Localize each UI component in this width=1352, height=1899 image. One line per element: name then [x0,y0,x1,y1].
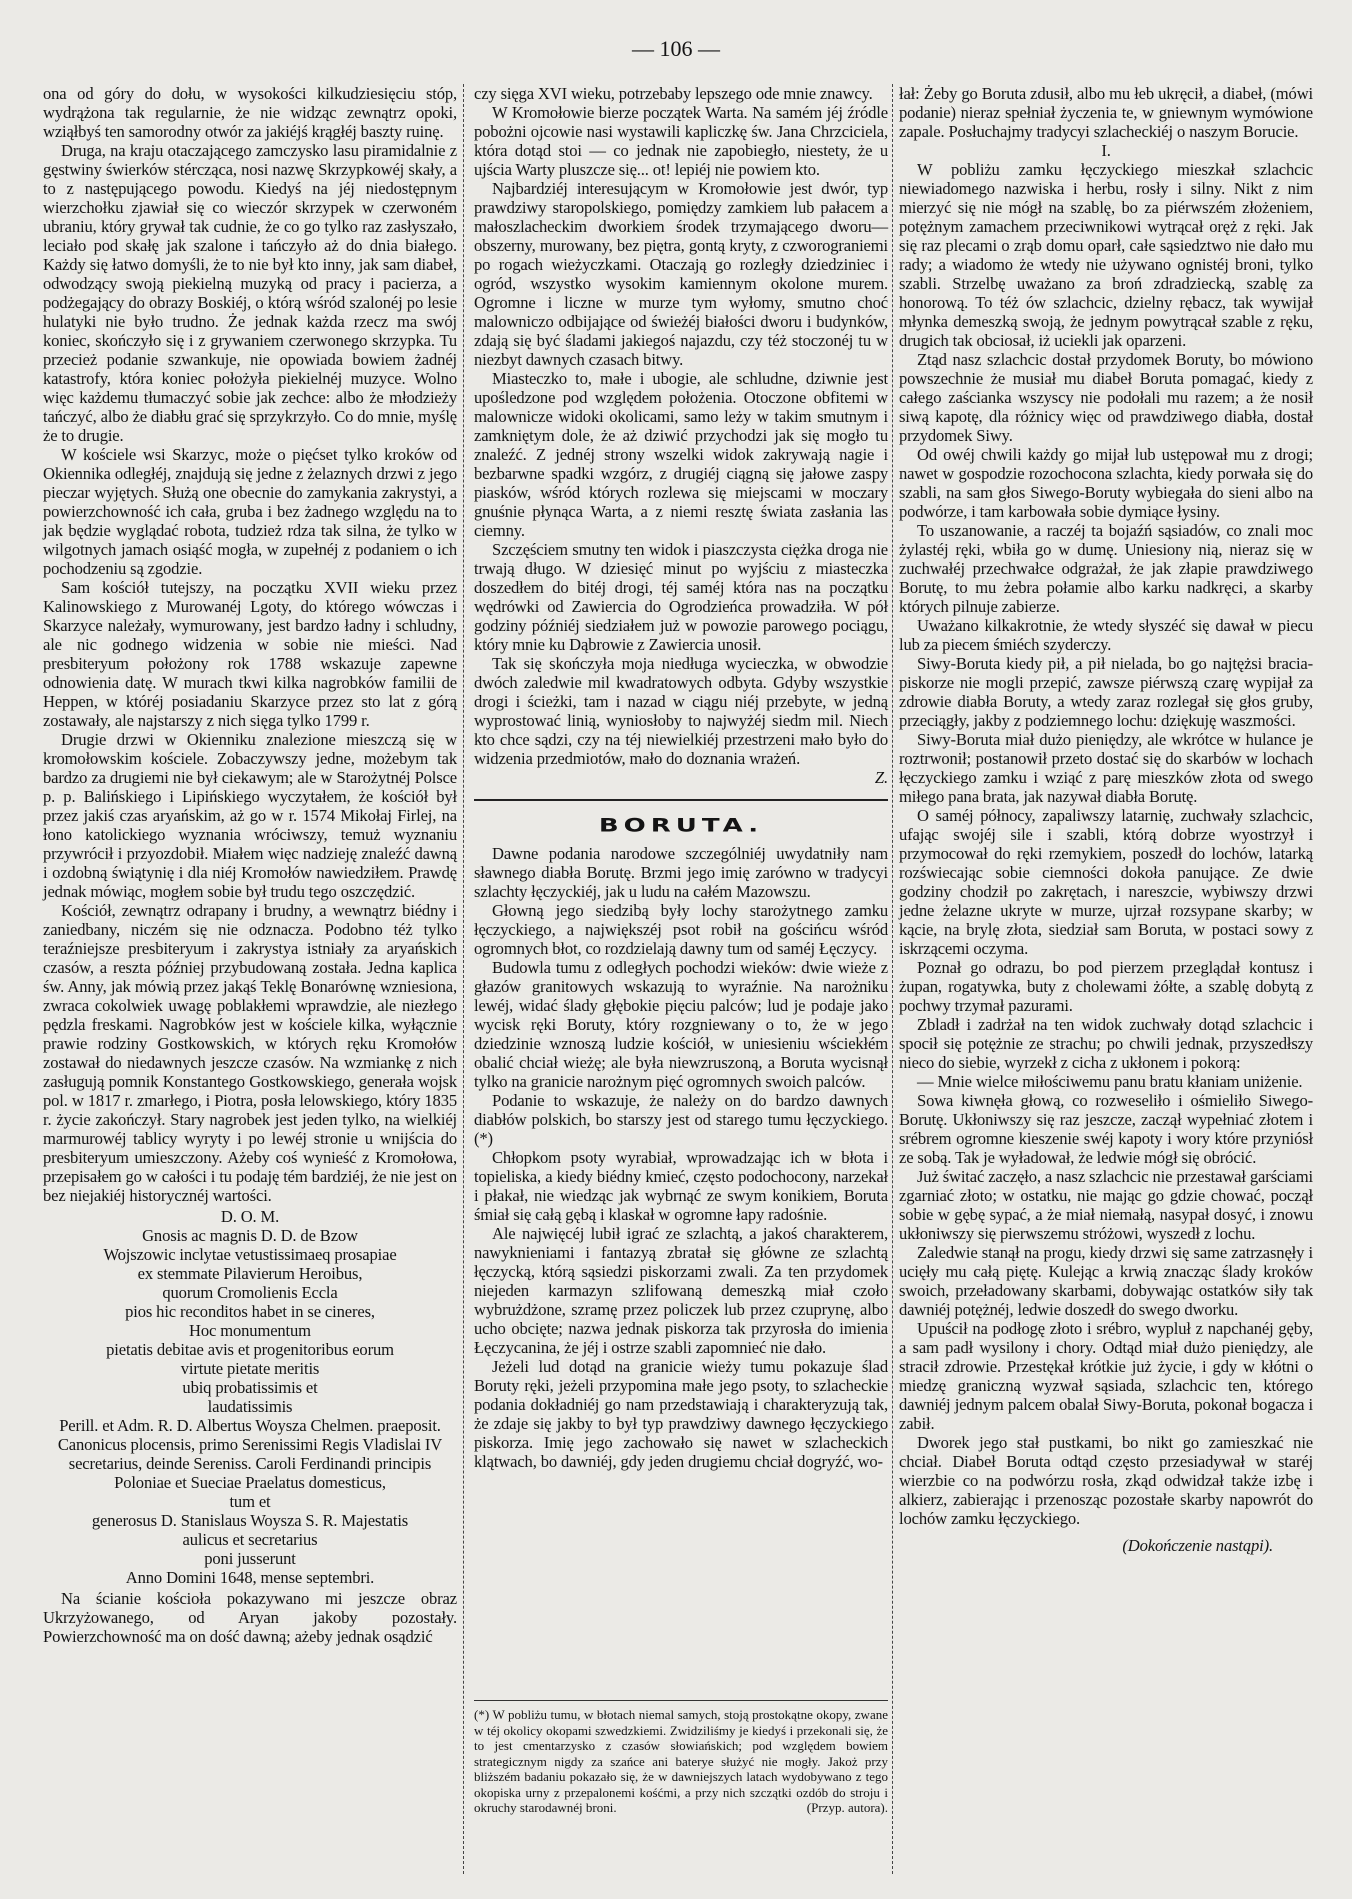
inscription-line: Wojszowic inclytae vetustissimaeq prosapiae [103,1245,397,1264]
paragraph: Siwy-Boruta kiedy pił, a pił nielada, bo go najtężsi bracia-piskorze nie mogli przepić, zawsze piérwszą czarę wypijał za zdrowie diabła Boruty, a wtedy zaraz rozlegał się głos gruby, przeciągły, jakby z podziemnego lochu: dziękuję waszmości. [899,654,1313,730]
paragraph: Dworek jego stał pustkami, bo nikt go zamieszkać nie chciał. Diabeł Boruta odtąd często przesiadywał w staréj wierzbie co na podwórzu rosła, zkąd odwidzał także izbę i alkierz, zabierając i przenosząc pozostałe skarby napowrót do lochów zamku łęczyckiego. [899,1433,1313,1528]
column-1 [43,84,457,1646]
article-title: BORUTA. [598,815,764,837]
paragraph: W pobliżu zamku łęczyckiego mieszkał szlachcic niewiadomego nazwiska i herbu, rosły i silny. Nikt z nim mierzyć się nie mógł na szablę, bo za piérwszém złożeniem, potężnym zamachem przeciwnikowi wytrącał oręż z ręki. Jak się raz plecami o zrąb domu oparł, całe sąsiedztwo nie dało mu rady; a wiadomo że wtedy nie używano ognistéj broni, tylko szabli. Strzelbę uważano za broń zdradziecką, szablę za honorową. To téż ów szlachcic, dzielny rębacz, tak wywijał młynka demeszką swoją, że jednym powytrącał szable z ręku, drugich tak obciosał, iż uciekli jak oparzeni. [899,160,1313,350]
footnote-attribution: (Przyp. autora). [806,1800,888,1815]
footnote [474,1700,888,1816]
column-3 [899,84,1313,1555]
paragraph: Ale najwięcéj lubił igrać ze szlachtą, a jakoś charakterem, nawyknieniami i fantazyą zbratał się główne ze szlachtą łęczycką, którą sąsiedzi piskorzami zwali. Za ten przydomek niejeden karmazyn szlifowaną demeszką miał czoło wybrużdżone, szramę przez policzek lub przez czuprynę, albo ucho obcięte; nazwa jednak piskorza tak przyrosła do imienia Łęczycanina, że jéj i ostrze szabli zapomnieć nie dało. [474,1224,888,1357]
paragraph: Najbardziéj interesującym w Kromołowie jest dwór, typ prawdziwy staropolskiego, pomiędzy zamkiem lub pałacem a małoszlacheckim dworkiem środek trzymającego dworu—obszerny, murowany, bez piętra, gontą kryty, z czworograniemi po rogach wieżyczkami. Otaczają go rozległy dziedziniec i ogród, wszystko wysokim kamiennym okolone murem. Ogromne i liczne w murze tym wyłomy, smutno choć malowniczo odbijające od świeżéj białości dworu i budynków, zdają się być śladami jakiegoś najazdu, czy téż stoczonéj tu w niezbyt dawnych czasach bitwy. [474,179,888,369]
inscription-line: Gnosis ac magnis D. D. de Bzow [142,1226,358,1245]
inscription-line: secretarius, deinde Sereniss. Caroli Ferdinandi principis [68,1454,432,1473]
paragraph: O saméj północy, zapaliwszy latarnię, zuchwały szlachcic, ufając swojéj sile i szabli, którą dobrze wyostrzył i przymocował do ręki rzemykiem, poszedł do lochów, latarką rozświecając sobie ciemności dokoła panujące. Ze dwie godziny chodził po zakrętach, i nareszcie, wybiwszy drzwi jedne żelazne ukryte w murze, ujrzał rozsypane skarby; w kącie, na brylę złota, siedział sam Boruta, w postaci sowy z iskrzącemi oczyma. [899,806,1313,958]
latin-inscription [43,1207,457,1587]
inscription-line: ubiq probatissimis et [182,1378,318,1397]
paragraph: Uważano kilkakrotnie, że wtedy słyszéć się dawał w piecu lub za piecem śmiéch szyderczy. [899,616,1313,654]
paragraph: Sowa kiwnęła głową, co rozweseliło i ośmieliło Siwego-Borutę. Ukłoniwszy się raz jeszcze, zaczął wypełniać złotem i srébrem ogromne kieszenie swéj kapoty i wory które przyniósł ze sobą. Tak je wyładował, że ledwie mógł się obrócić. [899,1091,1313,1167]
footnote-text: (*) W pobliżu tumu, w błotach niemal samych, stoją prostokątne okopy, zwane w téj okolicy okopami szwedzkiemi. Zwidziliśmy je kiedyś i przekonali się, że to jest cmentarzysko z czasów słowiańskich; pod względem bowiem strategicznym nigdy za szańce ani baterye służyć nie mogły. Jakoż przy bliższém badaniu pokazało się, że w dawniejszych latach wydobywano z tego okopiska urny z przepalonemi kośćmi, a przy nich szczątki ozdób do stroju i okruchy starodawnéj broni. [474,1707,888,1815]
column-divider [463,84,464,1874]
column-divider [892,84,893,1874]
column-3-paragraphs [899,160,1313,1528]
paragraph: łał: Żeby go Boruta zdusił, albo mu łeb ukręcił, a diabeł, (mówi podanie) nieraz spełniał życzenia te, w gniewnym wymówione zapale. Posłuchajmy tradycyi szlacheckiéj o naszym Borucie. [899,84,1313,141]
paragraph: ona od góry do dołu, w wysokości kilkudziesięciu stóp, wydrążona tak regularnie, że nie widząc zewnątrz opoki, wziąłbyś ten samorodny otwór za jakiéjś krągłéj baszty ruinę. [43,84,457,141]
inscription-line: tum et [229,1492,271,1511]
inscription-line: generosus D. Stanislaus Woysza S. R. Majestatis [91,1511,409,1530]
paragraph: Od owéj chwili każdy go mijał lub ustępował mu z drogi; nawet w gospodzie rozochocona szlachta, kiedy porwała się do szabli, na sam głos Siwego-Boruty wybiegała do sieni albo na podwórze, i tam karbowała sobie dymiące łysiny. [899,445,1313,521]
inscription-line: laudatissimis [207,1397,293,1416]
paragraph: Siwy-Boruta miał dużo pieniędzy, ale wkrótce w hulance je roztrwonił; postanowił przeto dostać się do skarbów w lochach łęczyckiego zamku i wziąć z parę mieszków złota od swego miłego pana brata, jak nazywał diabła Borutę. [899,730,1313,806]
paragraph: Zbladł i zadrżał na ten widok zuchwały dotąd szlachcic i spocił się potężnie ze strachu; po chwili jednak, przyszedłszy nieco do siebie, wyrzekł z cicha z ukłonem i pokorą: [899,1015,1313,1072]
paragraph: — Mnie wielce miłościwemu panu bratu kłaniam uniżenie. [917,1072,1303,1091]
paragraph: Już świtać zaczęło, a nasz szlachcic nie przestawał garściami zgarniać złoto; w ostatku, nie mając go gdzie chować, począł sobie w gębę sypać, a że miał niemałą, nasypał dosyć, i znowu ukłoniwszy się pierwszemu stróżowi, wyszedł z lochu. [899,1167,1313,1243]
paragraph: Druga, na kraju otaczającego zamczysko lasu piramidalnie z gęstwiny świerków stércząca, nosi nazwę Skrzypkowéj skały, a to z następującego powodu. Kiedyś na jéj niedostępnym wierzchołku zjawiał się co wieczór skrzypek w czerwoném ubraniu, który grywał tak cudnie, że co go tylko raz zasłyszało, leciało pod skałę jak szalone i tańczyło aż do dnia białego. Każdy się łatwo domyśli, że to nie był kto inny, jak sam diabeł, odwodzący swoją piekielną muzyką od pracy i pacierza, a podżegający do obrazy Boskiéj, o którą wśród szalonéj po lesie hulatyki nie było trudno. Że jednak każda rzecz ma swój koniec, skończyło się i z grywaniem czerwonego skrzypka. Tu przecież podanie szwankuje, nie opowiada bowiem żadnéj katastrofy, która koniec położyła piekielnéj muzyce. Wolno więc każdemu tłumaczyć sobie jak zechce: albo że młodzieży tańczyć, albo że diabłu grać się sprzykrzyło. Co do mnie, myślę że to drugie. [43,141,458,445]
paragraph: W Kromołowie bierze początek Warta. Na samém jéj źródle pobożni ojcowie nasi wystawili kapliczkę św. Jana Chrzciciela, która dotąd stoi — co jednak nie zapobiegło, niestety, że u ujścia Warty pluszcze się... ot! lepiéj nie powiem kto. [474,103,888,179]
column-1-paragraphs [43,84,457,1205]
inscription-line: quorum Cromolienis Eccla [162,1283,338,1302]
paragraph: To uszanowanie, a raczéj ta bojaźń sąsiadów, co znali moc żylastéj ręki, wbiła go w dumę. Uniesiony nią, nieraz się w zuchwałéj przechwałce odgrażał, że jak złapie prawdziwego Borutę, to mu żebra połamie albo karku nadkręci, a skarby których pilnuje zabierze. [899,521,1313,616]
paragraph: Chłopkom psoty wyrabiał, wprowadzając ich w błota i topieliska, a kiedy biédny kmieć, często podochocony, narzekał i płakał, nie wiedząc jak wybrnąć ze swym konikiem, Boruta śmiał się całą gębą i klaskał w ogromne łapy radośnie. [474,1148,888,1224]
paragraph: Tak się skończyła moja niedługa wycieczka, w obwodzie dwóch zaledwie mil kwadratowych odbyta. Gdyby wszystkie drogi i ścieżki, tam i nazad w ciągu niéj przebyte, w jedną wyprostować linią, wyniosłoby to najwyżéj siedm mil. Niech kto chce sądzi, czy na téj niewielkiéj przestrzeni mało było do widzenia przedmiotów, mało do doznania wrażeń. [474,654,888,768]
paragraph: Podanie to wskazuje, że należy on do bardzo dawnych diabłów polskich, bo starszy jest od starego tumu łęczyckiego.(*) [474,1091,888,1148]
author-signature: Z. [874,768,888,787]
continuation-note: (Dokończenie nastąpi). [1122,1536,1273,1555]
paragraph: Drugie drzwi w Okienniku znalezione mieszczą się w kromołowskim kościele. Zobaczywszy jedne, możebym tak bardzo za drugiemi nie był ciekawym; ale w Starożytnéj Polsce p. p. Balińskiego i Lipińskiego wyczytałem, że kościół był przez jakiś czas aryańskim, aż go w r. 1574 Mikołaj Firlej, na łono katolickiego wyznania wróciwszy, temuż wyznaniu przywrócił i przyozdobił. Miałem więc nadzieję znaleźć dawną i ozdobną świątynię i dla niéj Kromołów nawiedziłem. Prawdę jednak mówiąc, mogłem sobie był trudu tego oszczędzić. [43,730,457,901]
paragraph: Budowla tumu z odległych pochodzi wieków: dwie wieże z głazów granitowych wskazują to wyraźnie. Na narożniku lewéj, widać ślady głębokie pięciu palców; lud je podaje jako wycisk ręki Boruty, który rozgniewany o to, że w jego dziedzinie wznoszą ludzie kościół, w uniesieniu wściekłém obalić chciał wieżę; ale była niewzruszoną, a Boruta wycisnął tylko na granicie narożnym pięć ogromnych swoich palców. [474,958,888,1091]
inscription-line: pios hic reconditos habet in se cineres, [125,1302,375,1321]
paragraph: Upuścił na podłogę złoto i srébro, wypluł z napchanéj gęby, a sam padł wysilony i chory. Odtąd miał dużo pieniędzy, ale stracił zdrowie. Przestękał krótkie już życie, i gdy w kłótni o miedzę graniczną wyzwał sąsiada, szlachcic ten, którego dawniéj jednym palcem obalał Siwy-Boruta, pokonał bogacza i zabił. [899,1319,1313,1433]
paragraph: Zaledwie stanął na progu, kiedy drzwi się same zatrzasnęły i ucięły mu całą piętę. Kulejąc a krwią znacząc ślady kroków swoich, przeładowany skarbami, dobywając ostatków siły tak dawniéj potężnéj, ledwie doszedł do swego dworku. [899,1243,1313,1319]
page-number: — 106 — [632,36,720,61]
inscription-line: aulicus et secretarius [182,1530,318,1549]
inscription-line: Canonicus plocensis, primo Serenissimi Regis Vladislai IV [57,1435,443,1454]
paragraph: Sam kościół tutejszy, na początku XVII wieku przez Kalinowskiego z Murowanéj Lgoty, do którego wówczas i Skarzyce należały, wymurowany, jest bardzo ładny i schludny, ale nic godnego widzenia w sobie nie mieści. Nad presbiteryum położony rok 1788 wskazuje zapewne odnowienia datę. W murach tkwi kilka nagrobków familii de Heppen, w któréj posiadaniu Skarzyce przez sto lat z górą zostawały, ale najstarszy z nich sięga tylko 1799 r. [43,578,457,730]
inscription-line: Perill. et Adm. R. D. Albertus Woysza Chelmen. praeposit. [59,1416,441,1435]
inscription-line: Hoc monumentum [189,1321,311,1340]
paragraph: Szczęściem smutny ten widok i piaszczysta ciężka droga nie trwają długo. W dziesięć minut po wyjściu z miasteczka doszedłem do bitéj drogi, téj saméj która nas na początku wędrówki od Zawiercia do Ogrodzieńca prowadziła. W pół godziny późniéj siedziałem już w powozie parowego pociągu, który mnie ku Dąbrowie z Zawiercia unosił. [474,540,888,654]
inscription-line: virtute pietate meritis [180,1359,320,1378]
paragraph: czy sięga XVI wieku, potrzebaby lepszego ode mnie znawcy. [474,84,873,103]
inscription-line: D. O. M. [220,1207,280,1226]
paragraph: Dawne podania narodowe szczególniéj uwydatniły nam sławnego diabła Borutę. Brzmi jego imię zarówno w tradycyi szlachty łęczyckiéj, jak u ludu na całém Mazowszu. [474,844,888,901]
inscription-line: Poloniae et Sueciae Praelatus domesticus, [114,1473,386,1492]
paragraph: Kościół, zewnątrz odrapany i brudny, a wewnątrz biédny i zaniedbany, niczém się nie odznacza. Podobno téż tylko teraźniejsze presbiteryum i zakrystya istniały za aryańskich czasów, a reszta później przybudowaną została. Jedna kaplica św. Anny, jak mówią przez jakąś Teklę Bonarównę wzniesiona, zwraca cokolwiek uwagę poblakłemi wprawdzie, ale niezłego pędzla freskami. Nagrobków jest w kościele kilka, wyłącznie prawie rodziny Gostkowskich, w których ręku Kromołów zostawał do niedawnych jeszcze czasów. Na wzmiankę z nich zasługują pomnik Konstantego Gostkowskiego, generała wojsk pol. w 1817 r. zmarłego, i Piotra, posła lelowskiego, który 1835 r. życie zakończył. Stary nagrobek jest jeden tylko, na wielkiéj marmurowéj tablicy wyryty i po lewéj stronie u wnijścia do presbiteryum umieszczony. Ażeby coś wynieść z Kromołowa, przepisałem go w całości i tu podaję tém bardziéj, że nie jest on bez niejakiéj historycznéj wartości. [43,901,457,1205]
inscription-line: Anno Domini 1648, mense septembri. [125,1568,375,1587]
paragraph: W kościele wsi Skarzyc, może o pięćset tylko kroków od Okiennika odległéj, znajdują się jedne z żelaznych drzwi z jego pieczar wyjętych. Służą one obecnie do zamykania zakrystyi, a powierzchowność ich cała, gruba i bez żadnego względu na to jak będzie wyglądać robota, tudzież rdza tak silna, że tylko w wilgotnych jamach osiąść mogła, w zupełnéj z podaniem o ich pochodzeniu są zgodzie. [43,445,457,578]
paragraph: Miasteczko to, małe i ubogie, ale schludne, dziwnie jest upośledzone pod względem położenia. Otoczone obfitemi w malownicze widoki okolicami, samo leży w takim smutnym i zamkniętym dole, że aż dziwić przychodzi jak się mogło tu znaleźć. Z jednéj strony wszelki widok zakrywają nagie i bezbarwne spadki wzgórz, z drugiéj ciągną się jałowe zaspy piasków, wśród których rozlewa się miejscami w moczary gnuśnie płynąca Warta, a z niemi resztę świata zasłania las ciemny. [474,369,888,540]
section-rule [474,799,888,801]
article-paragraphs [474,844,888,1471]
column-2 [474,84,888,1471]
paragraph: Ztąd nasz szlachcic dostał przydomek Boruty, bo mówiono powszechnie że musiał mu diabeł Boruta pomagać, kiedy z całego zaścianka wszyscy nie podołali mu razem; a że nosił siwą kapotę, dla różnicy więc od prawdziwego diabła, dostał przydomek Siwy. [899,350,1313,445]
paragraph: Poznał go odrazu, bo pod pierzem przeglądał kontusz i żupan, rogatywka, buty z cholewami żółte, a szablę dobytą z pochwy trzymał pazurami. [899,958,1313,1015]
inscription-line: pietatis debitae avis et progenitoribus eorum [106,1340,394,1359]
paragraph: Na ścianie kościoła pokazywano mi jeszcze obraz Ukrzyżowanego, od Aryan jakoby pozostały. Powierzchowność ma on dość dawną; ażeby jednak osądzić [43,1589,457,1646]
paragraph: Jeżeli lud dotąd na granicie wieży tumu pokazuje ślad Boruty ręki, jeżeli przypomina małe jego psoty, to szlacheckie podania dokładniéj go nam przedstawiają i charakteryzują tak, że zdaje się jakby to był typ prawdziwy dawnego łęczyckiego piskorza. Imię jego zachowało się nawet w szlacheckich klątwach, bo dawniéj, gdy jeden drugiemu chciał dogryźć, wo- [474,1357,888,1471]
section-number: I. [1101,141,1111,160]
inscription-line: ex stemmate Pilavierum Heroibus, [137,1264,363,1283]
paragraph: Głowną jego siedzibą były lochy starożytnego zamku łęczyckiego, a największéj psot robił na gościńcu wśród ogromnych błot, co rozdzielają dawny tum od saméj Łęczycy. [474,901,888,958]
column-2-paragraphs [474,84,888,768]
inscription-line: poni jusserunt [204,1549,296,1568]
